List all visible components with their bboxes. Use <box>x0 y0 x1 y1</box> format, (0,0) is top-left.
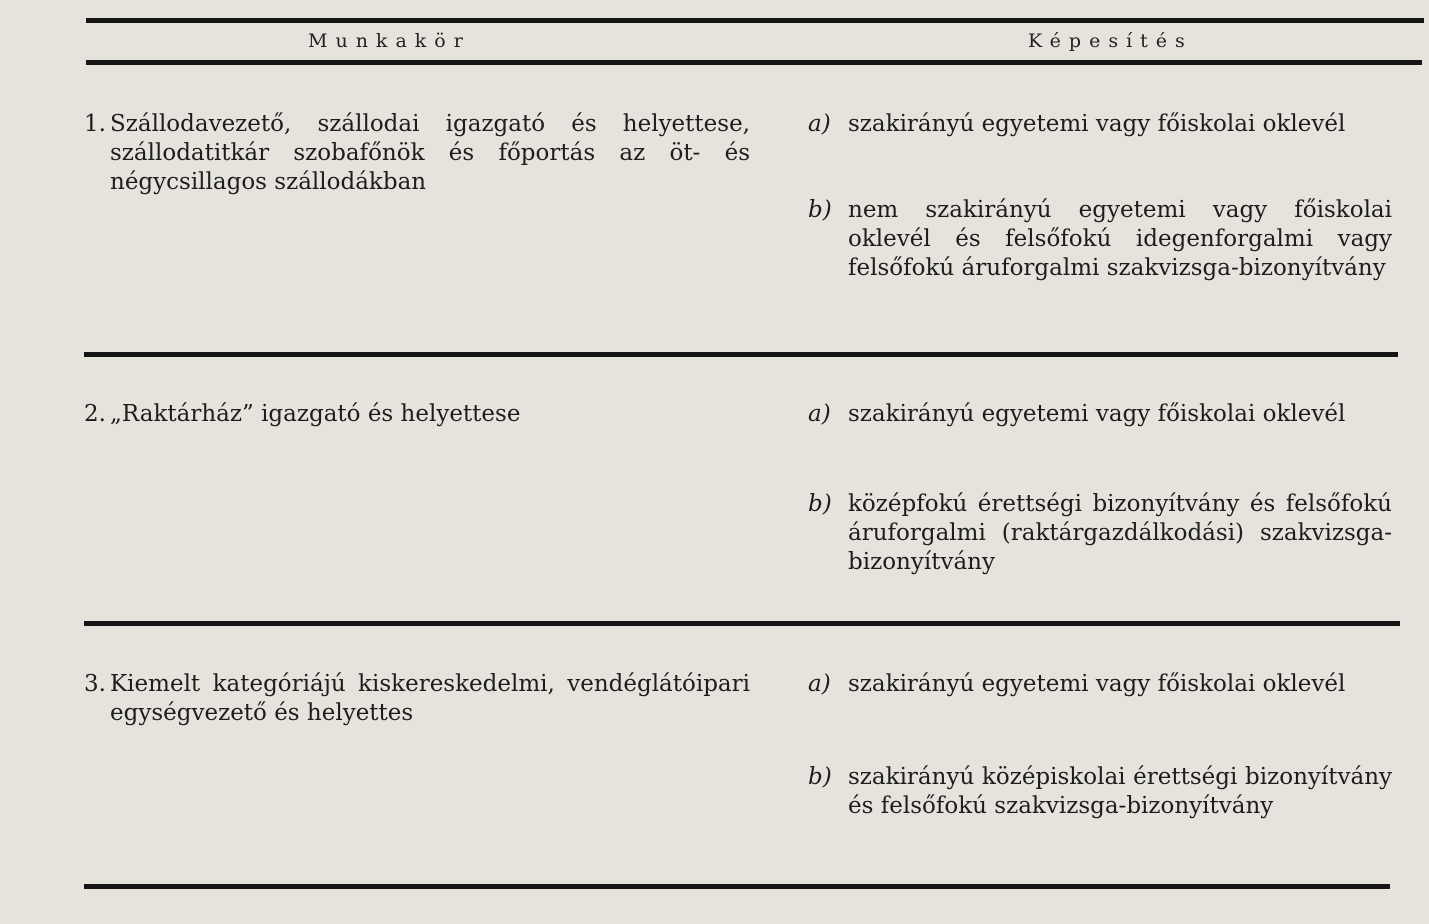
option-text: középfokú érettségi bizonyítvány és felsőfokú áruforgalmi (raktárgazdálkodási) szakvizsga-bizonyítvány <box>848 491 1392 575</box>
job-title: „Raktárház” igazgató és helyettese <box>110 401 521 427</box>
option-label: b) <box>808 491 832 517</box>
option-text: szakirányú egyetemi vagy főiskolai oklevél <box>848 111 1346 137</box>
option-label: b) <box>808 197 832 223</box>
option-label: b) <box>808 764 832 790</box>
option-label: a) <box>808 671 831 697</box>
row-2-job <box>84 400 744 429</box>
job-title: Szállodavezető, szállodai igazgató és helyettese, szállodatitkár szobafőnök és főportás az öt- és négycsillagos szállodákban <box>110 111 750 195</box>
top-rule <box>86 18 1424 23</box>
row-number: 3. <box>84 671 106 697</box>
row-1-job <box>84 110 750 195</box>
row-3-job <box>84 670 750 726</box>
bottom-rule <box>84 884 1390 889</box>
option-text: nem szakirányú egyetemi vagy főiskolai oklevél és felsőfokú idegenforgalmi vagy felsőfokú áruforgalmi szakvizsga-bizonyítvány <box>848 197 1392 281</box>
option-text: szakirányú egyetemi vagy főiskolai oklevél <box>848 401 1346 427</box>
row-separator <box>84 621 1400 626</box>
column-header-kepesites: Képesítés <box>1028 30 1193 52</box>
column-header-munkakor: Munkakör <box>308 30 471 52</box>
header-rule <box>86 60 1422 65</box>
row-separator <box>84 352 1398 357</box>
row-number: 1. <box>84 111 106 137</box>
option-text: szakirányú egyetemi vagy főiskolai oklevél <box>848 671 1346 697</box>
job-title: Kiemelt kategóriájú kiskereskedelmi, vendéglátóipari egységvezető és helyettes <box>110 671 750 726</box>
option-text: szakirányú középiskolai érettségi bizonyítvány és felsőfokú szakvizsga-bizonyítvány <box>848 764 1392 819</box>
option-label: a) <box>808 111 831 137</box>
row-number: 2. <box>84 401 106 427</box>
option-label: a) <box>808 401 831 427</box>
